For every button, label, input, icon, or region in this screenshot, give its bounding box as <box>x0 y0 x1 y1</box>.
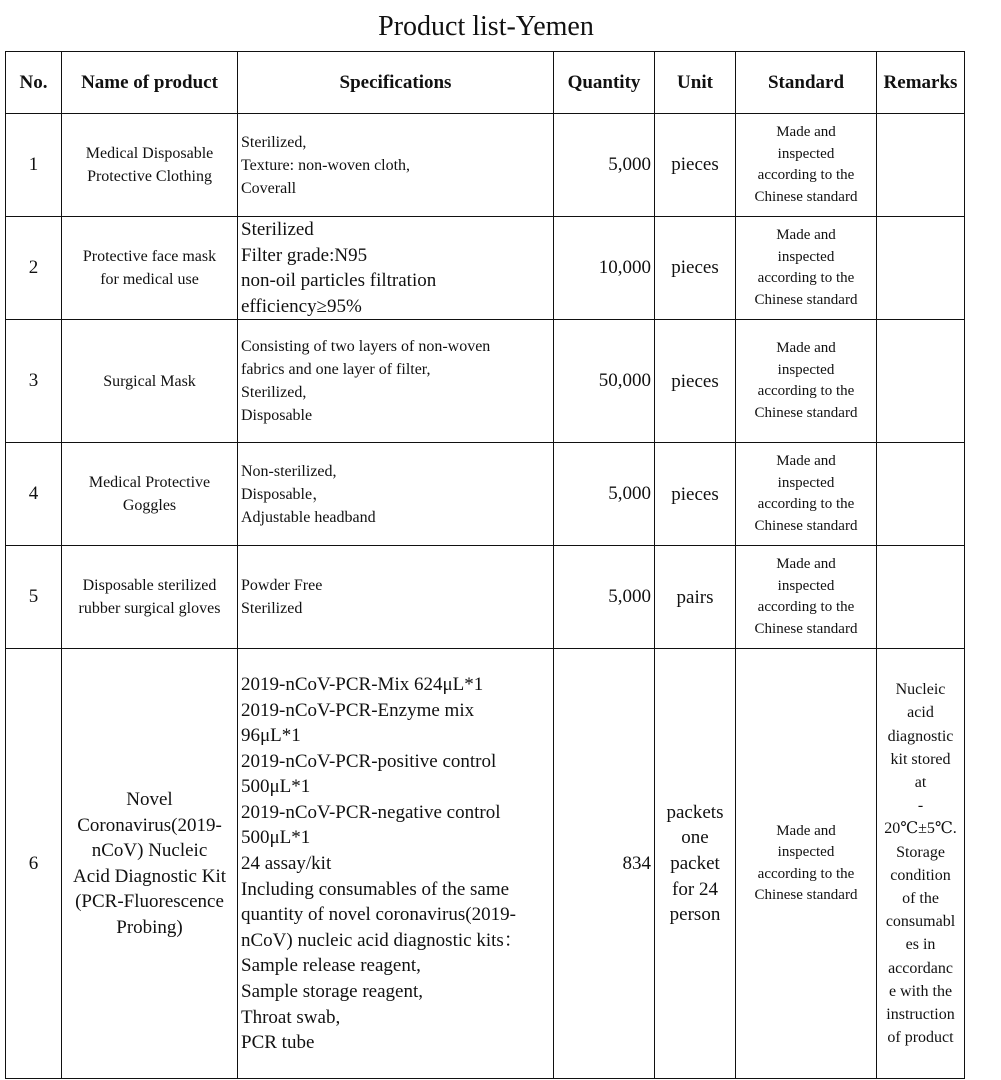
standard-line: inspected <box>777 844 835 861</box>
cell-standard <box>736 649 877 1079</box>
cell-name <box>62 649 238 1079</box>
spec-line: 96μL*1 <box>241 725 301 747</box>
cell-specifications <box>238 443 554 546</box>
table-row <box>6 114 965 217</box>
standard-line: Chinese standard <box>754 188 858 205</box>
header-quantity: Quantity <box>554 52 655 114</box>
remarks-line: kit stored <box>890 750 951 768</box>
name-line: Protective Clothing <box>87 168 212 185</box>
name-line: Medical Protective <box>88 474 211 492</box>
cell-unit <box>655 649 736 1079</box>
cell-standard <box>736 114 877 217</box>
cell-quantity: 5,000 <box>554 546 655 649</box>
cell-remarks <box>877 443 965 546</box>
spec-line: nCoV) nucleic acid diagnostic kits： <box>241 929 523 951</box>
standard-line: according to the <box>757 599 855 616</box>
header-no: No. <box>6 52 62 114</box>
standard-line: Made and <box>776 227 836 244</box>
spec-line: 2019-nCoV-PCR-negative control <box>241 801 501 823</box>
standard-line: Chinese standard <box>754 291 858 308</box>
unit-line: pieces <box>671 257 719 279</box>
unit-line: pieces <box>671 154 719 176</box>
standard-line: according to the <box>757 167 855 183</box>
cell-quantity: 5,000 <box>554 443 655 546</box>
remarks-line: accordanc <box>888 959 953 977</box>
spec-line: Texture: non-woven cloth, <box>241 156 411 174</box>
table-row <box>6 443 965 546</box>
spec-line: Non-sterilized, <box>241 462 337 480</box>
cell-quantity: 834 <box>554 649 655 1079</box>
cell-quantity: 10,000 <box>554 217 655 320</box>
cell-unit <box>655 320 736 443</box>
cell-quantity: 50,000 <box>554 320 655 443</box>
unit-line: pieces <box>671 370 719 392</box>
page-title: Product list-Yemen <box>378 11 594 42</box>
standard-line: according to the <box>757 383 855 400</box>
cell-specifications <box>238 217 554 320</box>
name-line: Disposable sterilized <box>82 577 217 595</box>
spec-line: Coverall <box>241 179 297 197</box>
spec-line: 500μL*1 <box>241 827 311 849</box>
cell-specifications <box>238 546 554 649</box>
cell-name <box>62 546 238 649</box>
table-row <box>6 320 965 443</box>
header-unit: Unit <box>655 52 736 114</box>
spec-line: 500μL*1 <box>241 776 311 798</box>
cell-unit <box>655 546 736 649</box>
cell-no: 2 <box>6 217 62 320</box>
standard-line: inspected <box>777 248 835 265</box>
standard-line: inspected <box>777 577 835 594</box>
standard-line: according to the <box>757 270 855 287</box>
spec-line: Consisting of two layers of non-woven <box>241 338 491 356</box>
name-line: Goggles <box>122 497 177 515</box>
cell-name <box>62 443 238 546</box>
cell-name <box>62 320 238 443</box>
unit-line: pairs <box>676 586 714 608</box>
remarks-line: Storage <box>896 843 945 861</box>
spec-line: non-oil particles filtration <box>241 270 437 292</box>
unit-line: for 24 <box>672 878 718 900</box>
cell-remarks <box>877 649 965 1079</box>
spec-line: 2019-nCoV-PCR-Enzyme mix <box>241 699 475 721</box>
cell-standard <box>736 443 877 546</box>
standard-line: Chinese standard <box>754 517 858 534</box>
cell-no: 4 <box>6 443 62 546</box>
header-row <box>6 52 965 114</box>
remarks-line: acid <box>907 704 934 722</box>
cell-quantity: 5,000 <box>554 114 655 217</box>
cell-no: 3 <box>6 320 62 443</box>
standard-line: Chinese standard <box>754 404 858 421</box>
header-name: Name of product <box>62 52 238 114</box>
spec-line: Sterilized <box>241 600 303 618</box>
cell-no: 1 <box>6 114 62 217</box>
spec-line: 2019-nCoV-PCR-Mix 624μL*1 <box>241 673 484 695</box>
remarks-line: condition <box>890 866 951 884</box>
standard-line: according to the <box>757 496 855 513</box>
name-line: Acid Diagnostic Kit <box>72 865 227 887</box>
table-row <box>6 217 965 320</box>
standard-line: Made and <box>776 556 836 573</box>
cell-specifications <box>238 320 554 443</box>
standard-line: Made and <box>776 822 836 839</box>
unit-line: pieces <box>671 483 719 505</box>
spec-line: Filter grade:N95 <box>241 244 368 266</box>
unit-line: person <box>669 904 721 926</box>
cell-name <box>62 217 238 320</box>
unit-line: one <box>681 827 709 849</box>
cell-unit <box>655 114 736 217</box>
header-remarks: Remarks <box>877 52 965 114</box>
standard-line: Chinese standard <box>754 620 858 637</box>
spec-line: Throat swab, <box>241 1006 341 1028</box>
spec-line: quantity of novel coronavirus(2019- <box>241 904 516 926</box>
standard-line: inspected <box>777 474 835 491</box>
cell-specifications <box>238 649 554 1079</box>
cell-name <box>62 114 238 217</box>
remarks-line: 20℃±5℃. <box>884 820 957 838</box>
name-line: (PCR-Fluorescence <box>75 891 224 913</box>
standard-line: Made and <box>776 340 836 357</box>
name-line: Probing) <box>116 917 183 939</box>
spec-line: fabrics and one layer of filter, <box>241 361 431 379</box>
standard-line: Made and <box>776 453 836 470</box>
remarks-line: - <box>917 797 924 815</box>
product-table <box>5 51 965 1079</box>
spec-line: 24 assay/kit <box>241 853 332 875</box>
name-line: rubber surgical gloves <box>78 600 221 618</box>
spec-line: Including consumables of the same <box>241 878 510 900</box>
spec-line: Disposable <box>241 407 313 425</box>
name-line: for medical use <box>100 271 199 289</box>
remarks-line: of product <box>887 1029 954 1047</box>
header-specifications: Specifications <box>238 52 554 114</box>
spec-line: PCR tube <box>241 1032 315 1054</box>
cell-no: 5 <box>6 546 62 649</box>
cell-remarks <box>877 546 965 649</box>
name-line: nCoV) Nucleic <box>91 840 208 862</box>
cell-unit <box>655 217 736 320</box>
standard-line: inspected <box>777 145 835 162</box>
remarks-line: consumabl <box>885 913 956 931</box>
spec-line: efficiency≥95% <box>241 295 362 317</box>
cell-no: 6 <box>6 649 62 1079</box>
remarks-line: e with the <box>888 982 953 1000</box>
unit-line: packet <box>670 853 720 875</box>
spec-line: 2019-nCoV-PCR-positive control <box>241 750 497 772</box>
remarks-line: of the <box>902 890 939 908</box>
spec-line: Powder Free <box>241 577 323 595</box>
cell-specifications <box>238 114 554 217</box>
spec-line: Adjustable headband <box>241 508 376 526</box>
name-line: Protective face mask <box>82 248 217 266</box>
standard-line: inspected <box>777 361 835 378</box>
standard-line: Chinese standard <box>754 887 858 904</box>
spec-line: Sterilized <box>241 219 314 240</box>
spec-line: Sample storage reagent, <box>241 981 424 1003</box>
table-row <box>6 649 965 1079</box>
cell-remarks <box>877 320 965 443</box>
remarks-line: Nucleic <box>895 681 946 699</box>
cell-remarks <box>877 217 965 320</box>
remarks-line: instruction <box>886 1006 955 1024</box>
name-line: Coronavirus(2019- <box>77 814 222 836</box>
cell-remarks <box>877 114 965 217</box>
unit-line: packets <box>666 801 724 823</box>
name-line: Novel <box>126 789 173 811</box>
cell-standard <box>736 546 877 649</box>
cell-standard <box>736 320 877 443</box>
standard-line: Made and <box>776 124 836 140</box>
spec-line: Sterilized, <box>241 384 307 402</box>
remarks-line: es in <box>905 936 936 954</box>
spec-line: Disposable， <box>241 485 329 503</box>
cell-standard <box>736 217 877 320</box>
cell-unit <box>655 443 736 546</box>
remarks-line: diagnostic <box>887 727 954 745</box>
name-line: Medical Disposable <box>85 145 214 162</box>
table-row <box>6 546 965 649</box>
remarks-line: at <box>914 774 927 792</box>
name-line: Surgical Mask <box>103 372 196 390</box>
standard-line: according to the <box>757 865 855 882</box>
header-standard: Standard <box>736 52 877 114</box>
spec-line: Sample release reagent, <box>241 955 421 977</box>
spec-line: Sterilized, <box>241 133 307 151</box>
